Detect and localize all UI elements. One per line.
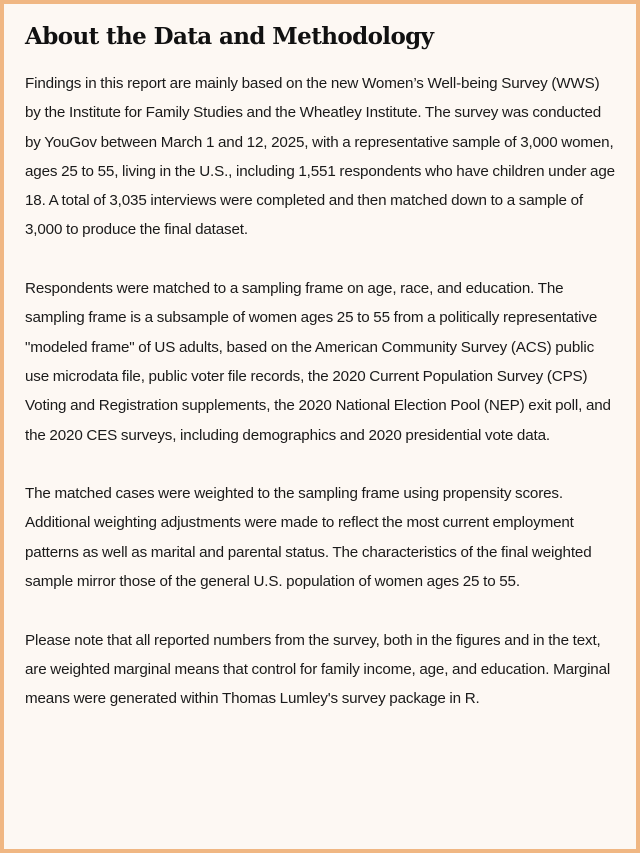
section-title: About the Data and Methodology: [25, 23, 434, 50]
paragraph-marginal-means-note: Please note that all reported numbers from the survey, both in the figures and in the text, are weighted marginal means that control for family income, age, and education. Marginal means were generated within Thomas Lumley's survey package in R.: [25, 631, 611, 708]
paragraph-survey-overview: Findings in this report are mainly based on the new Women’s Well-being Survey (WWS) by the Institute for Family Studies and the Wheatley Institute. The survey was conducted by YouGov between March 1 and 12, 2025, with a representative sample of 3,000 women, ages 25 to 55, living in the U.S., including 1,551 respondents who have children under age 18. A total of 3,035 interviews were completed and then matched down to a sample of 3,000 to produce the final dataset.: [25, 75, 615, 239]
paragraph-sampling-frame: Respondents were matched to a sampling frame on age, race, and education. The sampling frame is a subsample of women ages 25 to 55 from a politically representative "modeled frame" of US adults, based on the American Community Survey (ACS) public use microdata file, public voter file records, the 2020 Current Population Survey (CPS) Voting and Registration supplements, the 2020 National Election Pool (NEP) exit poll, and the 2020 CES surveys, including demographics and 2020 presidential vote data.: [25, 280, 611, 444]
paragraph-weighting: The matched cases were weighted to the sampling frame using propensity scores. Additional weighting adjustments were made to reflect the most current employment patterns as well as marital and parental status. The characteristics of the final weighted sample mirror those of the general U.S. population of women ages 25 to 55.: [25, 485, 592, 591]
